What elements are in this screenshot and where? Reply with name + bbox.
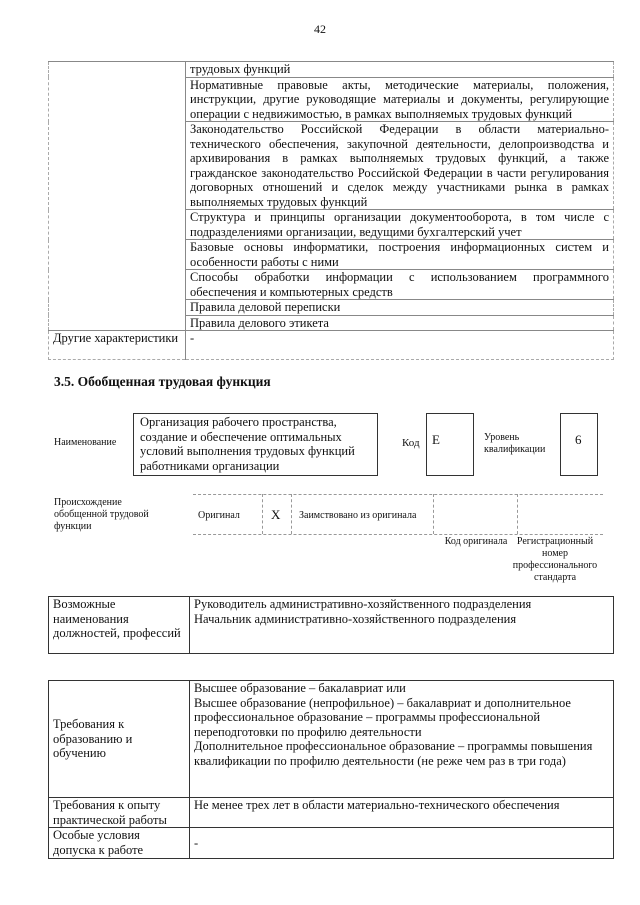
knowledge-row: трудовых функций: [186, 62, 614, 78]
origin-label: Происхождение обобщенной трудовой функции: [54, 497, 149, 532]
knowledge-row: Правила деловой переписки: [186, 300, 614, 316]
reg-number-label: Регистрационный номер профессионального стандарта: [512, 536, 598, 583]
education-line: Высшее образование – бакалавриат или: [194, 681, 406, 695]
knowledge-row: Базовые основы информатики, построения информационных систем и особенности работы с ними: [186, 240, 614, 270]
experience-label: Требования к опыту практической работы: [49, 798, 190, 828]
level-label: Уровень квалификации: [484, 432, 546, 455]
code-value: E: [432, 432, 440, 447]
knowledge-label-cell: [49, 62, 186, 331]
borrowed-label: Заимствовано из оригинала: [299, 510, 417, 521]
origin-bottom-line: [193, 534, 603, 535]
other-characteristics-label: Другие характеристики: [49, 331, 186, 360]
level-box: [560, 413, 598, 476]
name-label: Наименование: [54, 437, 117, 448]
code-box: [426, 413, 474, 476]
page-number: 42: [314, 22, 326, 36]
knowledge-row: Структура и принципы организации документооборота, в том числе с подразделениями организации, ведущими бухгалтерский учет: [186, 210, 614, 240]
original-label: Оригинал: [198, 510, 240, 521]
knowledge-table: [48, 61, 614, 360]
function-name-box: [133, 413, 378, 476]
education-line: Высшее образование (непрофильное) – бакалавриат и дополнительное профессиональное образование – программы профессиональной переподготовки по профилю деятельности: [194, 695, 571, 739]
function-name-value: Организация рабочего пространства, создание и обеспечение оптимальных условий выполнения трудовых функций работниками организации: [140, 415, 355, 473]
code-original-label: Код оригинала: [444, 536, 508, 547]
experience-value: Не менее трех лет в области материально-технического обеспечения: [190, 798, 614, 828]
section-title: 3.5. Обобщенная трудовая функция: [54, 374, 271, 389]
education-label: Требования к образованию и обучению: [49, 681, 190, 798]
positions-label: Возможные наименования должностей, профессий: [49, 597, 190, 654]
origin-divider: [517, 494, 518, 534]
education-values: [190, 681, 614, 798]
origin-divider: [262, 494, 263, 534]
requirements-table: [48, 680, 614, 859]
positions-table: [48, 596, 614, 654]
education-line: Дополнительное профессиональное образование – программы повышения квалификации по профилю деятельности (не реже чем раз в три года): [194, 739, 593, 768]
knowledge-row: Способы обработки информации с использованием программного обеспечения и компьютерных средств: [186, 270, 614, 300]
level-value: 6: [575, 432, 582, 447]
other-characteristics-value: -: [186, 331, 614, 360]
original-mark: X: [271, 507, 281, 522]
origin-top-line: [193, 494, 603, 495]
position-item: Начальник административно-хозяйственного подразделения: [194, 611, 517, 626]
positions-values: [190, 597, 614, 654]
position-item: Руководитель административно-хозяйственного подразделения: [194, 597, 532, 611]
knowledge-row: Нормативные правовые акты, методические материалы, положения, инструкции, другие руководящие материалы и документы, регулирующие операции с недвижимостью, в рамках выполняемых трудовых функций: [186, 77, 614, 122]
origin-divider: [291, 494, 292, 534]
origin-divider: [433, 494, 434, 534]
special-conditions-label: Особые условия допуска к работе: [49, 828, 190, 859]
knowledge-row: Законодательство Российской Федерации в области материально-технического обеспечения, закупочной деятельности, делопроизводства и архивирования в рамках выполняемых трудовых функций, а также гражданское законодательство Российской Федерации в части регулирования договорных отношений и сделок между участниками рынка в рамках выполняемых трудовых функций: [186, 122, 614, 210]
code-label: Код: [402, 437, 420, 449]
knowledge-row: Правила делового этикета: [186, 315, 614, 331]
special-conditions-value: -: [190, 828, 614, 859]
